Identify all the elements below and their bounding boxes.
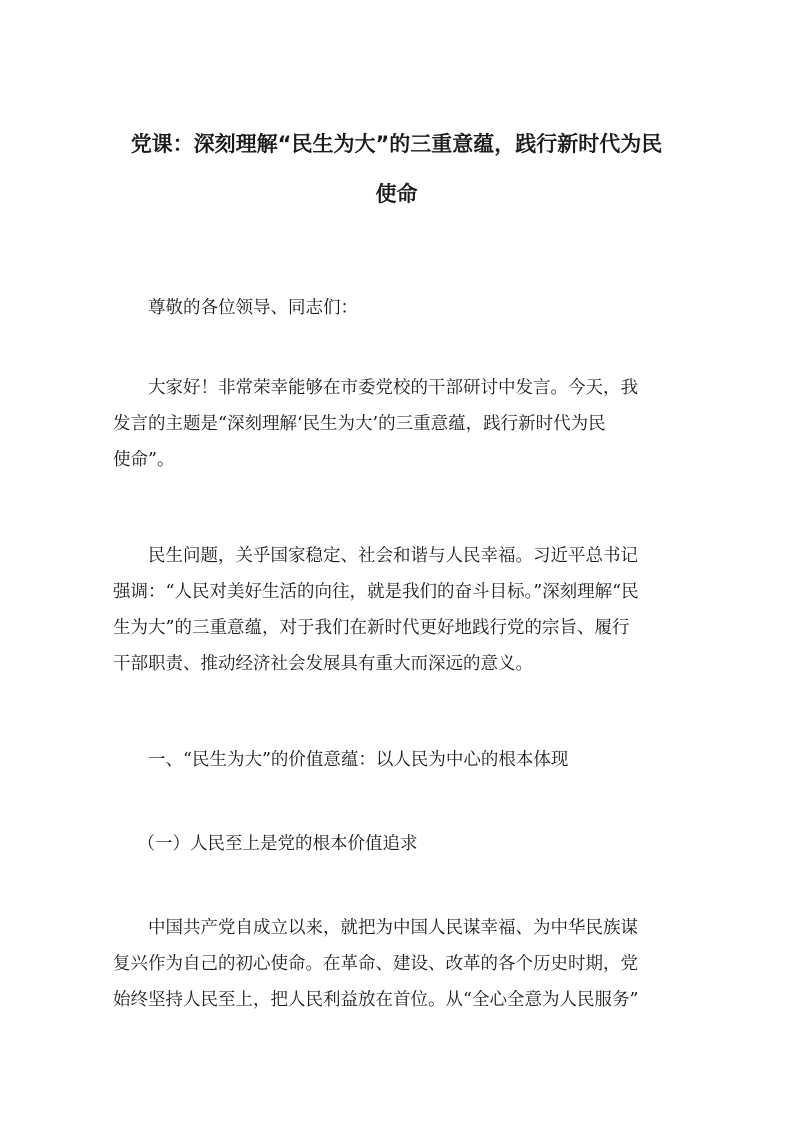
paragraph-party-history — [113, 910, 680, 1018]
paragraph-line: 强调：“人民对美好生活的向往，就是我们的奋斗目标。”深刻理解“民 — [113, 582, 639, 602]
subsection-heading-1 — [113, 826, 680, 862]
document-title-line-1: 党课：深刻理解“民生为大”的三重意蕴，践行新时代为民 — [130, 132, 663, 156]
paragraph-line: 使命”。 — [113, 450, 175, 470]
section-heading-text: 一、“民生为大”的价值意蕴：以人民为中心的根本体现 — [148, 750, 569, 770]
paragraph-line: 复兴作为自己的初心使命。在革命、建设、改革的各个历史时期，党 — [113, 954, 638, 974]
paragraph-line: 民生问题，关乎国家稳定、社会和谐与人民幸福。习近平总书记 — [148, 546, 638, 566]
document-title-line-2: 使命 — [375, 182, 418, 206]
subsection-heading-text: （一）人民至上是党的根本价值追求 — [137, 834, 418, 854]
paragraph-opening — [113, 370, 680, 478]
paragraph-line: 中国共产党自成立以来，就把为中国人民谋幸福、为中华民族谋 — [148, 918, 638, 938]
salutation — [113, 290, 680, 326]
paragraph-line: 大家好！非常荣幸能够在市委党校的干部研讨中发言。今天，我 — [148, 378, 638, 398]
section-heading-1 — [113, 742, 680, 778]
paragraph-line: 生为大”的三重意蕴，对于我们在新时代更好地践行党的宗旨、履行 — [113, 618, 630, 638]
paragraph-line: 发言的主题是“深刻理解‘民生为大’的三重意蕴，践行新时代为民 — [113, 414, 606, 434]
paragraph-livelihood — [113, 538, 680, 682]
paragraph-line: 始终坚持人民至上，把人民利益放在首位。从“全心全意为人民服务” — [113, 990, 639, 1010]
salutation-text: 尊敬的各位领导、同志们： — [148, 298, 358, 318]
paragraph-line: 干部职责、推动经济社会发展具有重大而深远的意义。 — [113, 654, 533, 674]
